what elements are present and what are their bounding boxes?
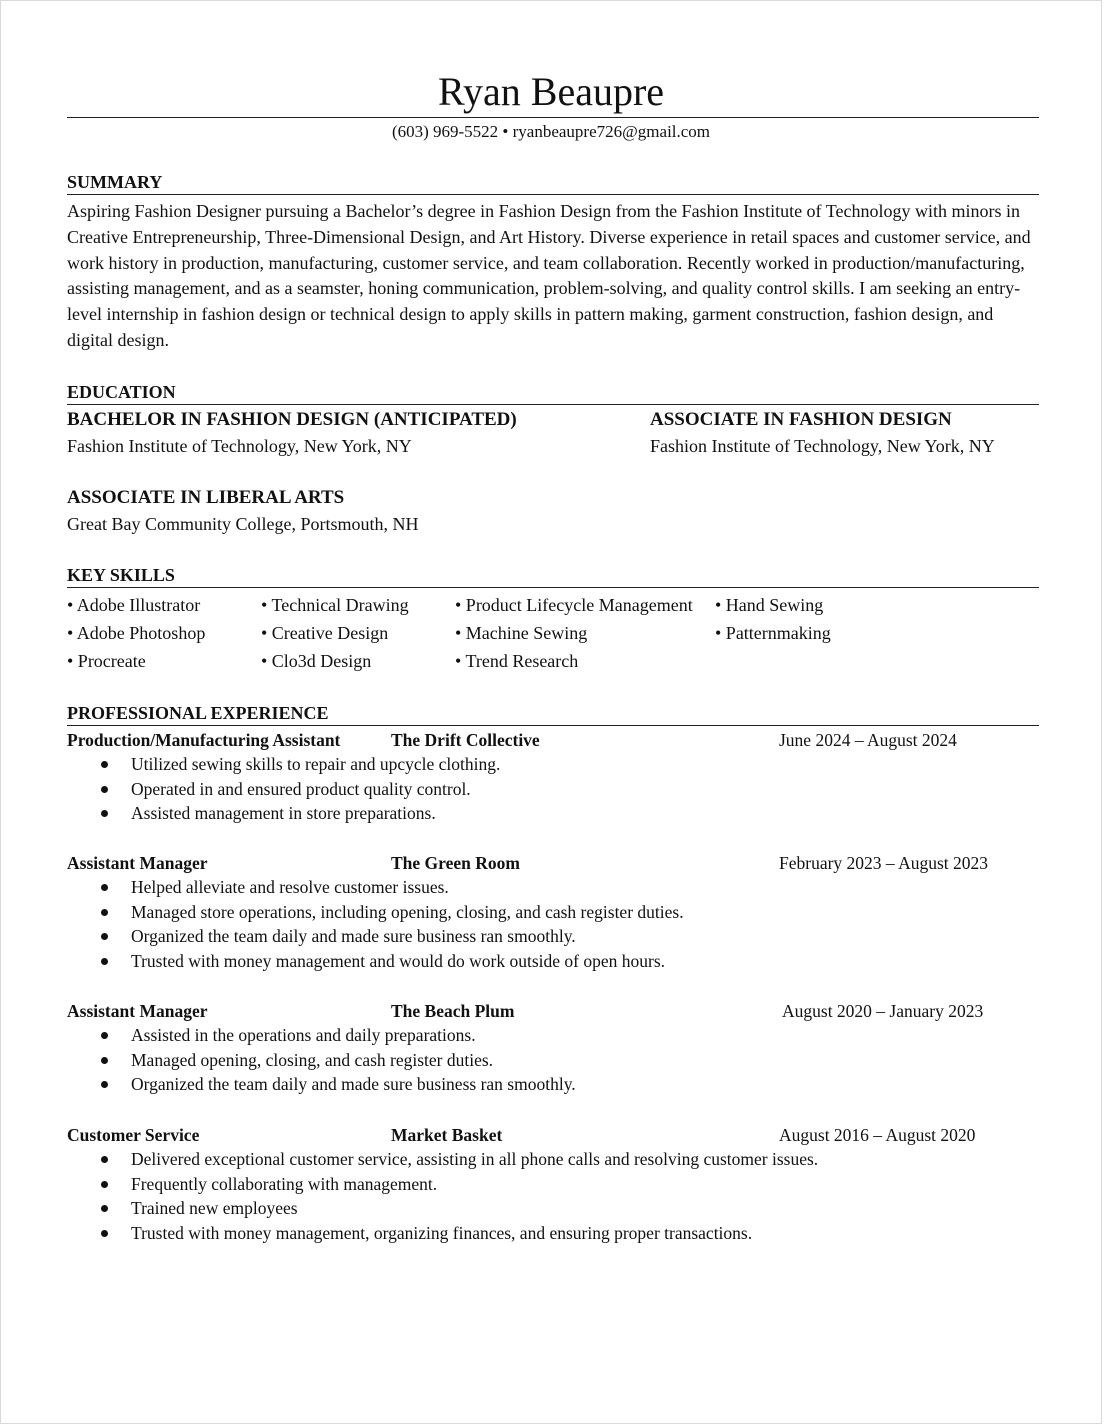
job-bullet xyxy=(67,801,1039,826)
bullet-dot-icon xyxy=(101,933,108,940)
job-bullets xyxy=(67,1023,1039,1097)
skill-item: • Patternmaking xyxy=(715,623,831,643)
job-bullet-text: Operated in and ensured product quality control. xyxy=(131,778,471,799)
job-bullets xyxy=(67,875,1039,974)
experience-heading: PROFESSIONAL EXPERIENCE xyxy=(67,702,1039,726)
skills-column xyxy=(261,591,409,675)
bullet-dot-icon xyxy=(101,761,108,768)
job-bullets xyxy=(67,1147,1039,1246)
job-dates: June 2024 – August 2024 xyxy=(779,730,957,750)
job-entry xyxy=(67,1123,1039,1246)
job-title: Customer Service xyxy=(67,1125,200,1145)
job-bullet xyxy=(67,924,1039,949)
job-bullet-text: Managed opening, closing, and cash register duties. xyxy=(131,1049,494,1070)
education-item xyxy=(650,407,995,459)
job-bullet xyxy=(67,900,1039,925)
bullet-dot-icon xyxy=(101,1057,108,1064)
bullet-dot-icon xyxy=(101,1032,108,1039)
bullet-dot-icon xyxy=(101,909,108,916)
education-item xyxy=(67,485,418,537)
job-header xyxy=(67,728,1039,752)
job-bullet xyxy=(67,1221,1039,1246)
bullet-dot-icon xyxy=(101,810,108,817)
job-entry xyxy=(67,851,1039,974)
job-bullet xyxy=(67,1072,1039,1097)
job-entry xyxy=(67,728,1039,826)
skills-column xyxy=(455,591,693,675)
resume-name: Ryan Beaupre xyxy=(437,69,665,114)
job-bullet xyxy=(67,1196,1039,1221)
job-dates: February 2023 – August 2023 xyxy=(779,853,989,873)
bullet-dot-icon xyxy=(101,1181,108,1188)
skill-item: • Hand Sewing xyxy=(715,595,824,615)
job-bullet-text: Utilized sewing skills to repair and upcycle clothing. xyxy=(131,754,501,774)
job-title: Assistant Manager xyxy=(67,1001,208,1021)
job-bullet xyxy=(67,777,1039,802)
education-item xyxy=(67,407,517,459)
job-bullet-text: Frequently collaborating with management. xyxy=(131,1173,438,1194)
bullet-dot-icon xyxy=(101,1230,108,1237)
job-bullet-text: Delivered exceptional customer service, assisting in all phone calls and resolving customer issues. xyxy=(131,1149,819,1169)
bullet-dot-icon xyxy=(101,1081,108,1088)
skills-column xyxy=(67,591,205,675)
education-school: Great Bay Community College, Portsmouth, NH xyxy=(67,514,419,534)
name-divider xyxy=(67,117,1039,118)
bullet-dot-icon xyxy=(101,958,108,965)
job-bullet xyxy=(67,1048,1039,1073)
job-bullet xyxy=(67,949,1039,974)
skill-item: • Product Lifecycle Management xyxy=(455,595,693,615)
job-header xyxy=(67,851,1039,875)
education-school: Fashion Institute of Technology, New York, NY xyxy=(67,436,412,456)
job-bullet-text: Managed store operations, including opening, closing, and cash register duties. xyxy=(131,901,684,922)
job-company: The Green Room xyxy=(391,853,520,873)
skill-item: • Adobe Illustrator xyxy=(67,595,201,615)
job-bullet xyxy=(67,752,1039,777)
job-header xyxy=(67,1123,1039,1147)
job-company: The Drift Collective xyxy=(391,730,540,750)
job-bullet xyxy=(67,1023,1039,1048)
job-bullets xyxy=(67,752,1039,826)
education-school: Fashion Institute of Technology, New York, NY xyxy=(650,436,995,456)
job-entry xyxy=(67,999,1039,1097)
bullet-dot-icon xyxy=(101,786,108,793)
skill-item: • Clo3d Design xyxy=(261,651,372,671)
job-title: Assistant Manager xyxy=(67,853,208,873)
job-bullet xyxy=(67,1147,1039,1172)
skill-item: • Machine Sewing xyxy=(455,623,588,643)
skill-item: • Adobe Photoshop xyxy=(67,623,206,643)
job-bullet-text: Trained new employees xyxy=(131,1198,298,1219)
skill-item: • Procreate xyxy=(67,651,146,671)
skills-heading: KEY SKILLS xyxy=(67,564,1039,588)
skill-item: • Technical Drawing xyxy=(261,595,409,615)
job-company: Market Basket xyxy=(391,1125,503,1145)
job-bullet-text: Assisted in the operations and daily preparations. xyxy=(131,1025,476,1045)
education-degree: BACHELOR IN FASHION DESIGN (ANTICIPATED) xyxy=(67,409,517,430)
job-bullet xyxy=(67,1172,1039,1197)
job-bullet-text: Trusted with money management and would do work outside of open hours. xyxy=(131,951,666,972)
summary-text: Aspiring Fashion Designer pursuing a Bachelor’s degree in Fashion Design from the Fashion Institute of Technology with minors in Creative Entrepreneurship, Three-Dimensional Design, and Art History. Diverse experience in retail spaces and customer service, and work history in production, manufacturing, customer service, and team collaboration. Recently worked in production/manufacturing, assisting management, and as a seamster, honing communication, problem-solving, and quality control skills. I am seeking an entry-level internship in fashion design or technical design to apply skills in pattern making, garment construction, fashion design, and digital design. xyxy=(67,201,1031,350)
job-title: Production/Manufacturing Assistant xyxy=(67,730,341,750)
job-bullet-text: Helped alleviate and resolve customer issues. xyxy=(131,877,449,897)
bullet-dot-icon xyxy=(101,884,108,891)
skill-item: • Trend Research xyxy=(455,651,579,671)
skill-item: • Creative Design xyxy=(261,623,389,643)
job-header xyxy=(67,999,1039,1023)
contact-info: (603) 969-5522 • ryanbeaupre726@gmail.com xyxy=(391,122,711,141)
bullet-dot-icon xyxy=(101,1205,108,1212)
job-bullet-text: Organized the team daily and made sure business ran smoothly. xyxy=(131,926,576,947)
bullet-dot-icon xyxy=(101,1156,108,1163)
job-bullet-text: Organized the team daily and made sure business ran smoothly. xyxy=(131,1074,576,1095)
summary-heading: SUMMARY xyxy=(67,171,1039,195)
job-bullet xyxy=(67,875,1039,900)
education-degree: ASSOCIATE IN FASHION DESIGN xyxy=(650,409,952,430)
education-heading: EDUCATION xyxy=(67,381,1039,405)
job-dates: August 2020 – January 2023 xyxy=(782,1001,984,1021)
job-dates: August 2016 – August 2020 xyxy=(779,1125,976,1145)
education-degree: ASSOCIATE IN LIBERAL ARTS xyxy=(67,487,345,508)
job-bullet-text: Trusted with money management, organizing finances, and ensuring proper transactions. xyxy=(131,1223,753,1244)
job-bullet-text: Assisted management in store preparations. xyxy=(131,803,436,824)
job-company: The Beach Plum xyxy=(391,1001,515,1021)
skills-column xyxy=(715,591,831,647)
